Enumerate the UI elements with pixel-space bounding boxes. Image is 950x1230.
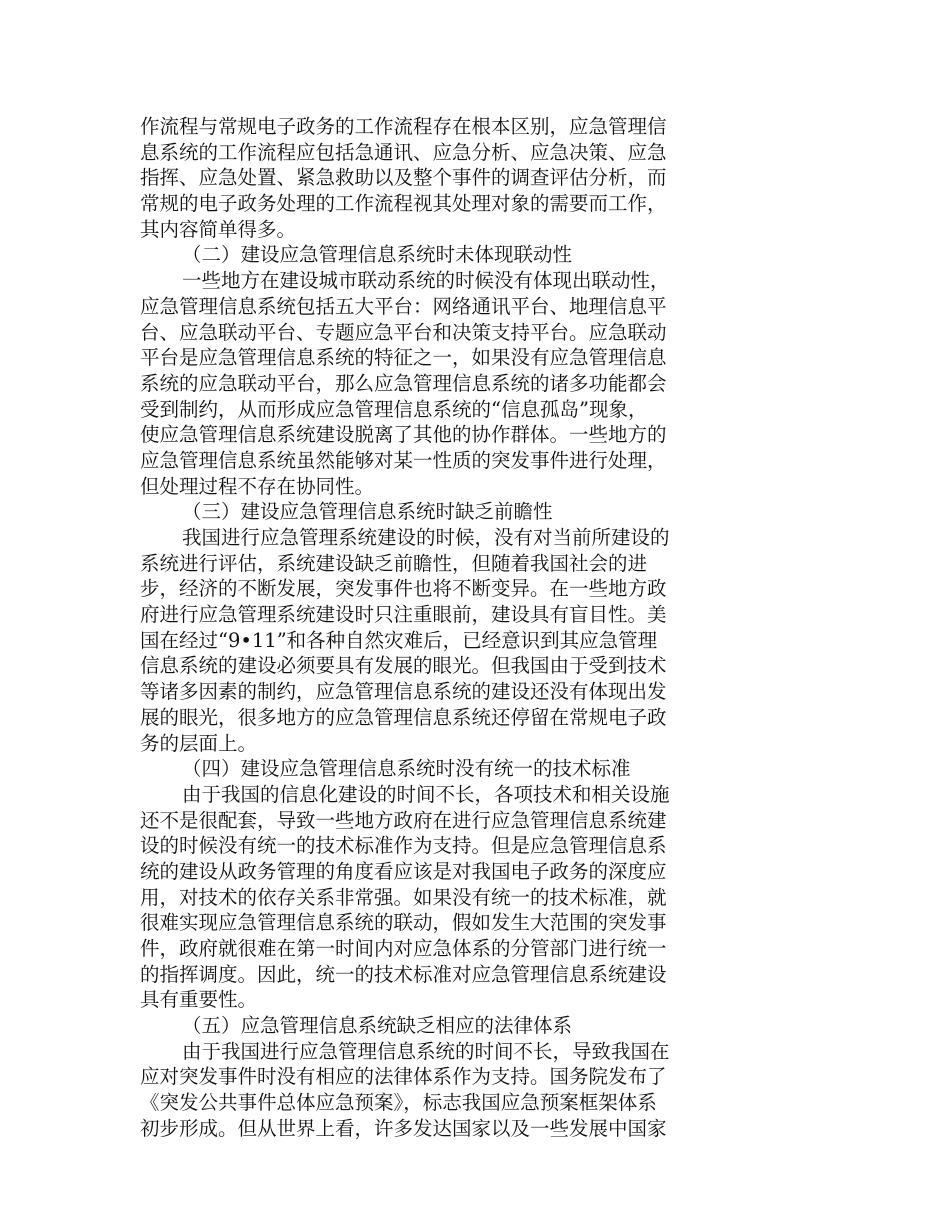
paragraph-line: 信息系统的建设必须要具有发展的眼光。但我国由于受到技术	[140, 654, 667, 678]
paragraph-line: 但处理过程不存在协同性。	[140, 474, 375, 498]
paragraph-line: 息系统的工作流程应包括急通讯、应急分析、应急决策、应急	[140, 140, 667, 164]
paragraph-line: 等诸多因素的制约，应急管理信息系统的建设还没有体现出发	[140, 680, 667, 704]
paragraph-line: 展的眼光，很多地方的应急管理信息系统还停留在常规电子政	[140, 705, 667, 729]
paragraph-line: 应急管理信息系统虽然能够对某一性质的突发事件进行处理，	[140, 448, 667, 472]
paragraph-line: 设的时候没有统一的技术标准作为支持。但是应急管理信息系	[140, 834, 667, 858]
paragraph-line: 具有重要性。	[140, 988, 258, 1012]
paragraph-line: 由于我国的信息化建设的时间不长，各项技术和相关设施	[182, 782, 670, 806]
paragraph-line: 国在经过“9•11”和各种自然灾难后，已经意识到其应急管理	[140, 628, 658, 652]
paragraph-line: 的指挥调度。因此，统一的技术标准对应急管理信息系统建设	[140, 962, 667, 986]
paragraph-line: 统的建设从政务管理的角度看应该是对我国电子政务的深度应	[140, 859, 667, 883]
paragraph-line: 指挥、应急处置、紧急救助以及整个事件的调查评估分析，而	[140, 166, 667, 190]
paragraph-line: 还不是很配套，导致一些地方政府在进行应急管理信息系统建	[140, 808, 667, 832]
section-heading: （二）建设应急管理信息系统时未体现联动性	[182, 243, 573, 267]
paragraph-line: 初步形成。但从世界上看，许多发达国家以及一些发展中国家	[140, 1116, 667, 1140]
section-heading: （四）建设应急管理信息系统时没有统一的技术标准	[182, 757, 631, 781]
paragraph-line: 务的层面上。	[140, 731, 258, 755]
paragraph-line: 件，政府就很难在第一时间内对应急体系的分管部门进行统一	[140, 937, 667, 960]
paragraph-line: 由于我国进行应急管理信息系统的时间不长，导致我国在	[182, 1039, 670, 1063]
paragraph-line: 常规的电子政务处理的工作流程视其处理对象的需要而工作，	[140, 192, 667, 216]
document-body	[140, 114, 730, 1142]
paragraph-line: 其内容简单得多。	[140, 217, 297, 241]
paragraph-line: 受到制约，从而形成应急管理信息系统的“信息孤岛”现象，	[140, 397, 648, 421]
paragraph-line: 使应急管理信息系统建设脱离了其他的协作群体。一些地方的	[140, 423, 667, 447]
paragraph-line: 我国进行应急管理系统建设的时候，没有对当前所建设的	[182, 526, 670, 549]
paragraph-line: 步，经济的不断发展，突发事件也将不断变异。在一些地方政	[140, 577, 667, 601]
paragraph-line: 府进行应急管理系统建设时只注重眼前，建设具有盲目性。美	[140, 603, 667, 627]
paragraph-line: 系统的应急联动平台，那么应急管理信息系统的诸多功能都会	[140, 371, 667, 395]
paragraph-line: 平台是应急管理信息系统的特征之一，如果没有应急管理信息	[140, 346, 667, 370]
paragraph-line: 作流程与常规电子政务的工作流程存在根本区别，应急管理信	[140, 115, 667, 138]
paragraph-line: 一些地方在建设城市联动系统的时候没有体现出联动性，	[182, 269, 670, 293]
section-heading: （五）应急管理信息系统缺乏相应的法律体系	[182, 1014, 573, 1038]
paragraph-line: 应急管理信息系统包括五大平台：网络通讯平台、地理信息平	[140, 294, 667, 318]
section-heading: （三）建设应急管理信息系统时缺乏前瞻性	[182, 500, 553, 524]
paragraph-line: 很难实现应急管理信息系统的联动，假如发生大范围的突发事	[140, 911, 667, 935]
paragraph-line: 系统进行评估，系统建设缺乏前瞻性，但随着我国社会的进	[140, 551, 648, 575]
paragraph-line: 《突发公共事件总体应急预案》，标志我国应急预案框架体系	[140, 1091, 657, 1115]
paragraph-line: 用，对技术的依存关系非常强。如果没有统一的技术标准，就	[140, 885, 667, 909]
paragraph-line: 台、应急联动平台、专题应急平台和决策支持平台。应急联动	[140, 320, 667, 344]
paragraph-line: 应对突发事件时没有相应的法律体系作为支持。国务院发布了	[140, 1065, 667, 1089]
